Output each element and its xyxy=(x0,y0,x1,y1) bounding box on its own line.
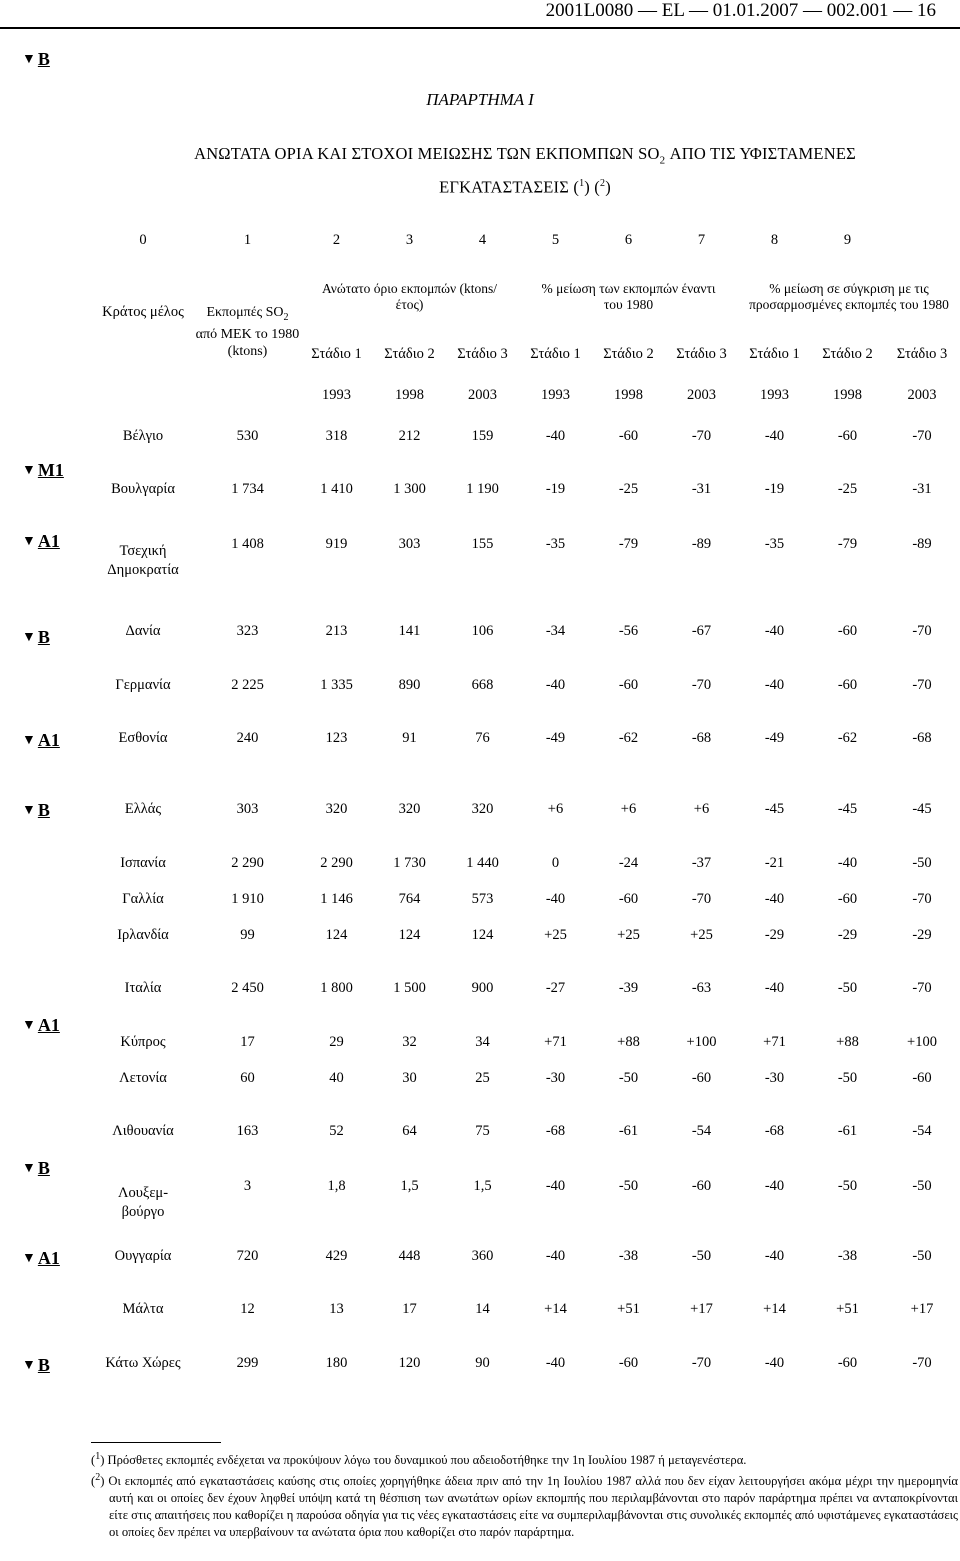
table-cell: -50 xyxy=(837,1069,858,1086)
table-cell: -70 xyxy=(912,890,932,907)
table-row xyxy=(91,1274,960,1345)
table-cell: 213 xyxy=(325,623,348,639)
table-cell: -25 xyxy=(837,481,858,497)
table-cell: +25 xyxy=(690,926,713,943)
triangle-down-icon: ▼ xyxy=(22,630,36,645)
table-cell: 240 xyxy=(236,730,259,746)
table-cell: 163 xyxy=(236,1123,259,1139)
triangle-down-icon: ▼ xyxy=(22,463,36,478)
col-number: 6 xyxy=(624,232,633,248)
amendment-marker: ▼ B xyxy=(22,1355,50,1375)
table-cell: 124 xyxy=(325,926,348,943)
emission-ceiling-header: Ανώτατο όριο εκπομπών (ktons/έτος) xyxy=(322,281,497,312)
table-cell: -60 xyxy=(837,890,858,907)
year-label: 1998 xyxy=(395,386,424,403)
table-cell: 1 734 xyxy=(231,481,264,497)
member-state-name: Κάτω Χώρες xyxy=(105,1354,181,1371)
table-cell: -40 xyxy=(764,890,785,907)
table-cell: -19 xyxy=(764,481,785,497)
table-cell: +51 xyxy=(836,1301,859,1317)
table-cell: 159 xyxy=(471,427,494,444)
year-label: 2003 xyxy=(468,386,497,403)
table-row xyxy=(91,525,960,596)
table-cell: -38 xyxy=(618,1247,639,1264)
table-row xyxy=(91,1060,960,1096)
table-row xyxy=(91,1096,960,1167)
table-cell: -60 xyxy=(691,1069,712,1086)
header-row xyxy=(91,258,960,336)
table-cell: -37 xyxy=(691,854,712,871)
col-number: 5 xyxy=(551,232,560,248)
table-cell: -40 xyxy=(764,980,785,996)
table-cell: +6 xyxy=(693,801,710,817)
table-cell: -40 xyxy=(545,890,566,907)
table-cell: -60 xyxy=(837,623,858,639)
table-cell: 318 xyxy=(325,427,348,444)
table-cell: -29 xyxy=(764,926,785,943)
year-label: 1998 xyxy=(833,386,862,403)
table-cell: 14 xyxy=(475,1301,490,1317)
table-cell: -60 xyxy=(618,427,639,444)
stage-label: Στάδιο 1 xyxy=(749,345,800,362)
table-row xyxy=(91,667,960,703)
table-cell: 323 xyxy=(236,623,259,639)
table-cell: -40 xyxy=(764,1178,785,1194)
table-cell: -54 xyxy=(691,1123,712,1139)
table-cell: -62 xyxy=(837,730,858,746)
stage-label: Στάδιο 1 xyxy=(311,345,362,362)
table-cell: -40 xyxy=(545,427,566,444)
stage-label: Στάδιο 2 xyxy=(603,345,654,362)
table-cell: 2 290 xyxy=(320,854,353,871)
table-cell: -50 xyxy=(618,1178,639,1194)
year-label: 1993 xyxy=(760,386,789,403)
table-cell: -40 xyxy=(764,1354,785,1371)
table-cell: -40 xyxy=(764,1247,785,1264)
table-cell: -79 xyxy=(618,536,639,552)
table-cell: 320 xyxy=(325,801,348,817)
col-number: 0 xyxy=(139,232,147,248)
year-label: 1998 xyxy=(614,386,643,403)
table-cell: -50 xyxy=(837,980,858,996)
table-cell: 32 xyxy=(402,1033,417,1050)
table-row xyxy=(91,845,960,881)
emissions-table xyxy=(91,223,960,1381)
triangle-down-icon: ▼ xyxy=(22,1018,36,1033)
stage-label: Στάδιο 1 xyxy=(530,345,581,362)
footnote-rule xyxy=(91,1442,221,1443)
table-cell: -68 xyxy=(764,1123,785,1139)
table-row xyxy=(91,1024,960,1060)
table-cell: -50 xyxy=(912,1178,932,1194)
table-cell: -70 xyxy=(691,890,712,907)
table-cell: -45 xyxy=(837,801,858,817)
triangle-down-icon: ▼ xyxy=(22,534,36,549)
footnote-1: ($^1$) Πρόσθετες εκπομπές ενδέχεται να προκύψουν λόγω του δυναμικού που αδειοδοτήθηκε την 1η Ιουλίου 1987 ή μεταγενέστερα. xyxy=(91,1451,747,1468)
table-cell: -89 xyxy=(912,536,932,552)
member-state-name: Εσθονία xyxy=(118,730,168,746)
year-label: 2003 xyxy=(907,386,937,403)
triangle-down-icon: ▼ xyxy=(22,733,36,748)
triangle-down-icon: ▼ xyxy=(22,803,36,818)
table-row xyxy=(91,454,960,525)
table-cell: -40 xyxy=(545,1247,566,1264)
table-cell: 1 910 xyxy=(231,890,264,907)
table-cell: 75 xyxy=(475,1123,490,1139)
member-state-name: Λετονία xyxy=(119,1069,167,1086)
amendment-marker: ▼ B xyxy=(22,1158,50,1178)
amendment-marker: ▼ M1 xyxy=(22,460,64,480)
annex-title xyxy=(90,142,960,199)
table-cell: 30 xyxy=(402,1069,417,1086)
title-line-1: ΑΝΩΤΑΤΑ ΟΡΙΑ ΚΑΙ ΣΤΟΧΟΙ ΜΕΙΩΣΗΣ ΤΩΝ ΕΚΠΟΜΠΩΝ $SO_2$ ΑΠΟ ΤΙΣ ΥΦΙΣΤΑΜΕΝΕΣ xyxy=(194,144,856,167)
table-cell: 1,8 xyxy=(327,1178,346,1194)
member-state-header: Κράτος μέλος xyxy=(102,304,184,320)
table-cell: -60 xyxy=(837,1354,858,1371)
table-cell: 40 xyxy=(329,1069,344,1086)
table-cell: -89 xyxy=(691,536,712,552)
table-cell: 17 xyxy=(402,1301,417,1317)
table-cell: 52 xyxy=(329,1123,344,1139)
table-cell: +17 xyxy=(910,1301,934,1317)
table-cell: -70 xyxy=(691,427,712,444)
table-cell: 303 xyxy=(236,801,259,817)
member-state-name: Ιταλία xyxy=(124,980,162,996)
member-state-name: Κύπρος xyxy=(120,1033,166,1050)
table-cell: -60 xyxy=(912,1069,932,1086)
table-cell: -67 xyxy=(691,623,712,639)
table-cell: 60 xyxy=(240,1069,255,1086)
table-cell: 1,5 xyxy=(473,1178,492,1194)
table-cell: +14 xyxy=(763,1301,786,1317)
table-cell: -24 xyxy=(618,854,639,871)
table-cell: -29 xyxy=(912,926,932,943)
table-cell: -50 xyxy=(618,1069,639,1086)
table-cell: +14 xyxy=(544,1301,567,1317)
table-row xyxy=(91,774,960,845)
footnote-2: ($^2$) Οι εκπομπές από εγκαταστάσεις καύσης στις οποίες χορηγήθηκε άδεια πριν από την 1η Ιουλίου 1987 αλλά που δεν είχαν λειτουργήσει ακόμα μέχρι την ημερομηνία αυτή και οι οποίες δεν έχουν ληφθεί υπόψη κατά τη θέσπιση των ανωτάτων ορίων εκπομπής που περιλαμβάνονται στο παρόν παράρτημα πρέπει να ανταποκρίνονται είτε στις απαιτήσεις που καθορίζει η παρούσα οδηγία για τις νέες εγκαταστάσεις είτε να συμπεριλαμβάνονται στις συνολικές εκπομπές από υφιστάμενες εγκαταστάσεις οι οποίες δεν πρέπει να υπερβαίνουν τα ανώτατα όρια που καθορίζει στο παρόν παράρτημα. xyxy=(91,1472,959,1540)
member-state-name: Ισπανία xyxy=(120,854,166,871)
member-state-name: Λιθουανία xyxy=(112,1123,174,1139)
table-cell: 90 xyxy=(475,1354,490,1371)
table-cell: 573 xyxy=(471,890,494,907)
table-row xyxy=(91,1345,960,1381)
triangle-down-icon: ▼ xyxy=(22,1251,36,1266)
table-cell: 2 225 xyxy=(231,676,264,693)
table-cell: -68 xyxy=(545,1123,566,1139)
year-label: 2003 xyxy=(687,386,716,403)
table-cell: +25 xyxy=(617,926,640,943)
table-cell: 1,5 xyxy=(400,1178,419,1194)
table-cell: -61 xyxy=(618,1123,639,1139)
table-cell: 99 xyxy=(240,926,255,943)
table-cell: -50 xyxy=(912,854,932,871)
table-cell: 13 xyxy=(329,1301,344,1317)
member-state-name: Μάλτα xyxy=(122,1301,164,1317)
year-label: 1993 xyxy=(322,386,351,403)
table-cell: +25 xyxy=(544,926,567,943)
table-cell: 1 300 xyxy=(393,481,426,497)
year-label: 1993 xyxy=(541,386,570,403)
table-cell: -60 xyxy=(837,676,858,693)
table-cell: 2 290 xyxy=(231,854,264,871)
stage-label: Στάδιο 2 xyxy=(384,345,435,362)
table-cell: -50 xyxy=(837,1178,858,1194)
table-cell: 320 xyxy=(398,801,421,817)
stage-label: Στάδιο 3 xyxy=(676,345,727,362)
table-row xyxy=(91,881,960,917)
table-cell: 12 xyxy=(240,1301,255,1317)
table-cell: 29 xyxy=(329,1033,344,1050)
table-cell: -50 xyxy=(912,1247,932,1264)
emissions-1980-header: Εκπομπές $SO_2$ από ΜΕΚ το 1980 (ktons) xyxy=(195,305,300,359)
table-cell: +17 xyxy=(690,1301,713,1317)
table-cell: -49 xyxy=(764,730,785,746)
table-cell: -60 xyxy=(618,890,639,907)
table-row xyxy=(91,953,960,1024)
table-cell: -40 xyxy=(764,676,785,693)
table-cell: -60 xyxy=(837,427,858,444)
table-cell: -45 xyxy=(912,801,932,817)
table-cell: +6 xyxy=(620,801,637,817)
table-cell: -34 xyxy=(545,623,566,639)
table-cell: 141 xyxy=(398,623,421,639)
col-number: 3 xyxy=(405,232,414,248)
table-cell: 64 xyxy=(402,1123,417,1139)
table-cell: 764 xyxy=(398,890,421,907)
member-state-name: Δανία xyxy=(125,623,161,639)
table-cell: -40 xyxy=(545,676,566,693)
table-cell: +71 xyxy=(763,1033,786,1050)
table-cell: -56 xyxy=(618,623,639,639)
table-cell: -70 xyxy=(691,1354,712,1371)
table-row xyxy=(91,596,960,667)
table-cell: +6 xyxy=(547,801,564,817)
table-row xyxy=(91,418,960,454)
table-cell: -30 xyxy=(764,1069,785,1086)
table-cell: 448 xyxy=(398,1247,421,1264)
triangle-down-icon: ▼ xyxy=(22,1358,36,1373)
member-state-name: Γαλλία xyxy=(122,890,164,907)
document-reference: 2001L0080 — EL — 01.01.2007 — 002.001 — 16 xyxy=(545,0,936,21)
col-number: 8 xyxy=(770,232,779,248)
table-cell: +71 xyxy=(544,1033,567,1050)
table-cell: 360 xyxy=(471,1247,494,1264)
table-cell: 530 xyxy=(236,427,259,444)
table-cell: -63 xyxy=(691,980,712,996)
table-cell: -25 xyxy=(618,481,639,497)
stage-label: Στάδιο 3 xyxy=(896,345,948,362)
member-state-name: Ιρλανδία xyxy=(117,926,169,943)
table-cell: 1 800 xyxy=(320,980,353,996)
member-state-name: Βουλγαρία xyxy=(111,481,175,497)
amendment-marker: ▼ A1 xyxy=(22,1015,60,1035)
member-state-name: Λουξεμ- βούργο xyxy=(117,1184,169,1220)
table-cell: -60 xyxy=(691,1178,712,1194)
table-cell: 320 xyxy=(471,801,494,817)
table-cell: -70 xyxy=(691,676,712,693)
amendment-marker: ▼ B xyxy=(22,49,50,69)
amendment-marker: ▼ A1 xyxy=(22,730,60,750)
table-cell: 429 xyxy=(325,1247,348,1264)
table-cell: -30 xyxy=(545,1069,566,1086)
year-row xyxy=(91,372,960,418)
table-cell: 124 xyxy=(398,926,421,943)
table-cell: 180 xyxy=(325,1354,348,1371)
stage-label: Στάδιο 3 xyxy=(457,345,508,362)
table-cell: 1 500 xyxy=(393,980,426,996)
table-cell: 668 xyxy=(471,676,494,693)
table-cell: -35 xyxy=(764,536,785,552)
table-cell: -40 xyxy=(764,427,785,444)
table-cell: -60 xyxy=(618,676,639,693)
table-cell: 155 xyxy=(471,536,494,552)
col-number: 1 xyxy=(243,232,252,248)
table-cell: -40 xyxy=(545,1178,566,1194)
amendment-marker: ▼ B xyxy=(22,627,50,647)
stage-label: Στάδιο 2 xyxy=(822,345,873,362)
table-cell: -68 xyxy=(691,730,712,746)
table-cell: +88 xyxy=(617,1033,640,1050)
member-state-name: Ελλάς xyxy=(124,801,162,817)
table-cell: -70 xyxy=(912,427,932,444)
table-cell: -70 xyxy=(912,676,932,693)
table-cell: -62 xyxy=(618,730,639,746)
footnotes xyxy=(91,1448,958,1541)
table-cell: 3 xyxy=(243,1178,252,1194)
page-header xyxy=(0,0,960,28)
table-cell: 1 410 xyxy=(320,481,353,497)
table-row xyxy=(91,1167,960,1238)
amendment-marker: ▼ A1 xyxy=(22,1248,60,1268)
table-cell: 120 xyxy=(398,1354,421,1371)
table-cell: -31 xyxy=(912,481,932,497)
table-cell: 900 xyxy=(471,980,494,996)
table-cell: 17 xyxy=(240,1033,255,1050)
annex-heading: ΠΑΡΑΡΤΗΜΑ Ι xyxy=(426,90,534,109)
table-cell: -40 xyxy=(837,854,858,871)
table-row xyxy=(91,1238,960,1274)
col-number: 4 xyxy=(478,232,487,248)
triangle-down-icon: ▼ xyxy=(22,52,36,67)
table-cell: +51 xyxy=(617,1301,640,1317)
table-cell: 123 xyxy=(325,730,348,746)
table-cell: 76 xyxy=(475,730,490,746)
table-cell: 890 xyxy=(398,676,421,693)
table-cell: -29 xyxy=(837,926,858,943)
col-number: 7 xyxy=(697,232,706,248)
reduction-vs-1980-header: % μείωση των εκπομπών έναντι του 1980 xyxy=(541,281,716,312)
table-cell: 299 xyxy=(236,1354,259,1371)
amendment-marker: ▼ A1 xyxy=(22,531,60,551)
table-cell: 25 xyxy=(475,1069,490,1086)
table-cell: -19 xyxy=(545,481,566,497)
table-cell: 212 xyxy=(398,427,421,444)
table-cell: 1 335 xyxy=(320,676,353,693)
table-cell: +88 xyxy=(836,1033,859,1050)
table-cell: -35 xyxy=(545,536,566,552)
column-number-row xyxy=(91,223,960,258)
col-number: 2 xyxy=(332,232,341,248)
table-cell: 34 xyxy=(475,1033,490,1050)
table-cell: 1 190 xyxy=(466,481,499,497)
member-state-name: Γερμανία xyxy=(115,676,171,693)
table-cell: +100 xyxy=(907,1033,937,1050)
table-cell: 106 xyxy=(471,623,494,639)
amendment-marker: ▼ B xyxy=(22,800,50,820)
table-cell: 91 xyxy=(402,730,417,746)
member-state-name: Ουγγαρία xyxy=(114,1247,172,1264)
table-cell: -27 xyxy=(545,980,566,996)
table-cell: -39 xyxy=(618,980,639,996)
table-cell: 1 440 xyxy=(466,854,499,871)
table-cell: -70 xyxy=(912,980,932,996)
table-cell: -60 xyxy=(618,1354,639,1371)
member-state-name: Βέλγιο xyxy=(122,427,164,444)
table-cell: -79 xyxy=(837,536,858,552)
table-cell: -61 xyxy=(837,1123,858,1139)
table-row xyxy=(91,917,960,953)
table-cell: 1 408 xyxy=(231,536,264,552)
table-cell: 720 xyxy=(236,1247,259,1264)
table-cell: -40 xyxy=(545,1354,566,1371)
triangle-down-icon: ▼ xyxy=(22,1161,36,1176)
table-cell: -70 xyxy=(912,623,932,639)
col-number: 9 xyxy=(843,232,852,248)
table-cell: 919 xyxy=(325,536,348,552)
table-cell: 2 450 xyxy=(231,980,264,996)
table-cell: -54 xyxy=(912,1123,932,1139)
table-cell: +100 xyxy=(686,1033,717,1050)
header-rule xyxy=(0,27,960,29)
table-cell: 303 xyxy=(398,536,421,552)
table-cell: -68 xyxy=(912,730,932,746)
reduction-vs-adjusted-header: % μείωση σε σύγκριση με τις προσαρμοσμένες εκπομπές του 1980 xyxy=(749,281,949,312)
table-cell: 124 xyxy=(471,926,494,943)
table-cell: -50 xyxy=(691,1247,712,1264)
table-cell: 0 xyxy=(551,854,560,871)
table-cell: 1 730 xyxy=(393,854,426,871)
table-row xyxy=(91,703,960,774)
member-state-name: Τσεχική Δημοκρατία xyxy=(107,542,179,578)
title-line-2: ΕΓΚΑΤΑΣΤΑΣΕΙΣ ($^1$) ($^2$) xyxy=(439,177,611,197)
table-cell: -40 xyxy=(764,623,785,639)
table-cell: -45 xyxy=(764,801,785,817)
table-cell: -21 xyxy=(764,854,785,871)
table-cell: 1 146 xyxy=(320,890,353,907)
table-cell: -49 xyxy=(545,730,566,746)
table-cell: -31 xyxy=(691,481,712,497)
table-cell: -38 xyxy=(837,1247,858,1264)
table-cell: -70 xyxy=(912,1354,932,1371)
